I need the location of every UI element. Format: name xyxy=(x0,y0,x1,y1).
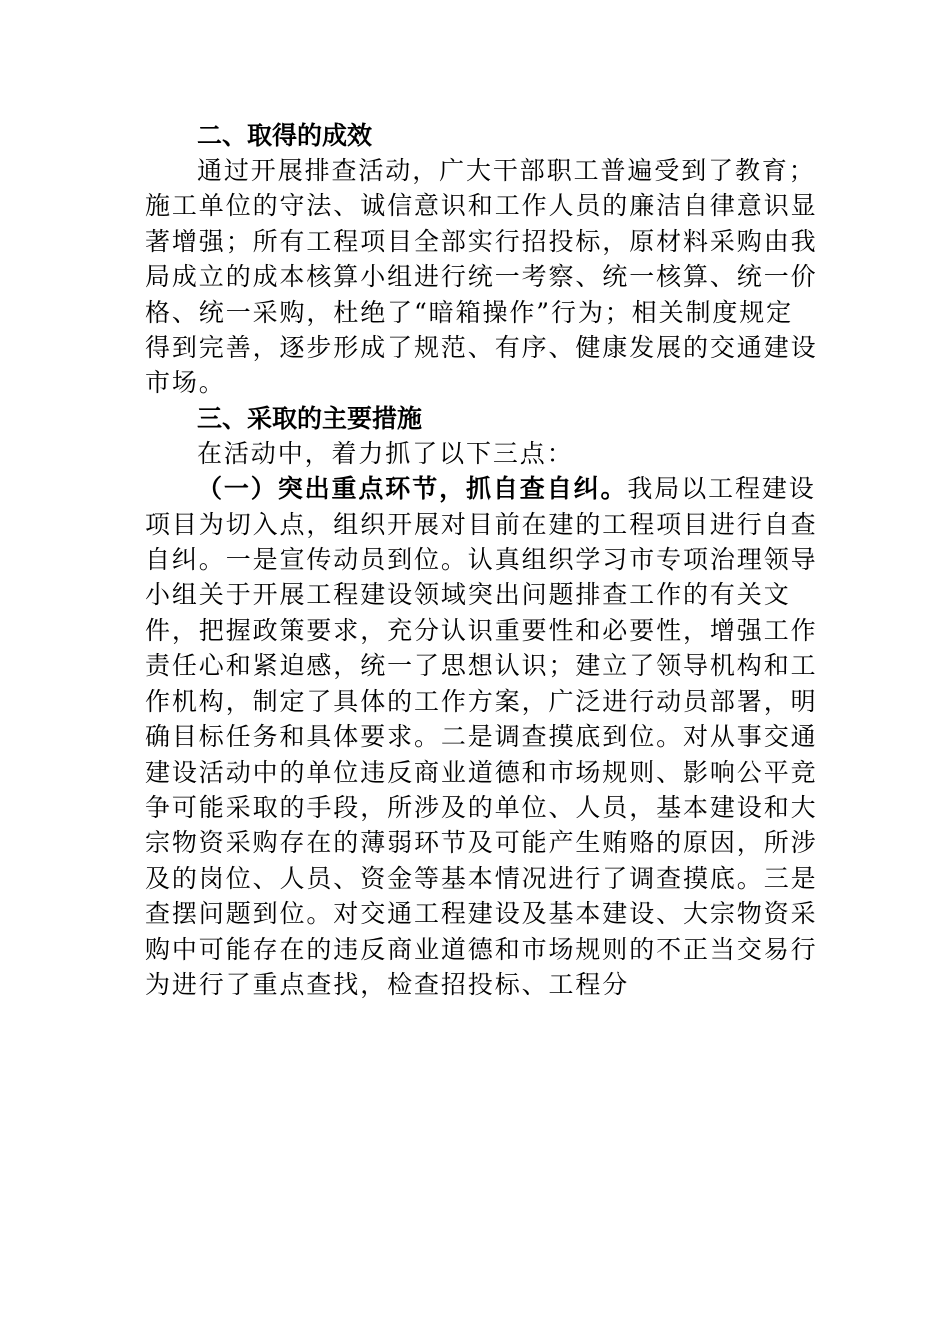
subsection-first-line-text: 我局以工程建设 xyxy=(627,474,816,504)
paragraph-line: 建设活动中的单位违反商业道德和市场规则、影响公平竞 xyxy=(145,757,818,787)
paragraph-line: 局成立的成本核算小组进行统一考察、统一核算、统一价 xyxy=(145,262,818,292)
paragraph-line: 市场。 xyxy=(145,368,226,398)
document-page xyxy=(145,118,818,1002)
paragraph-line: 及的岗位、人员、资金等基本情况进行了调查摸底。三是 xyxy=(145,863,818,893)
paragraph-line: 宗物资采购存在的薄弱环节及可能产生贿赂的原因，所涉 xyxy=(145,828,818,858)
paragraph-line: 著增强；所有工程项目全部实行招投标，原材料采购由我 xyxy=(145,226,818,256)
paragraph-line: 确目标任务和具体要求。二是调查摸底到位。对从事交通 xyxy=(145,722,818,752)
paragraph-line: 查摆问题到位。对交通工程建设及基本建设、大宗物资采 xyxy=(145,899,818,929)
paragraph-line: 责任心和紧迫感，统一了思想认识；建立了领导机构和工 xyxy=(145,651,818,681)
paragraph-line: 项目为切入点，组织开展对目前在建的工程项目进行自查 xyxy=(145,509,818,539)
paragraph-line: 为进行了重点查找，检查招投标、工程分 xyxy=(145,969,630,999)
paragraph-line: 通过开展排查活动，广大干部职工普遍受到了教育； xyxy=(197,156,816,185)
paragraph-line: 购中可能存在的违反商业道德和市场规则的不正当交易行 xyxy=(145,934,818,964)
subsection-first-line xyxy=(145,471,816,506)
paragraph-line: 件，把握政策要求，充分认识重要性和必要性，增强工作 xyxy=(145,615,818,645)
section-heading-measures: 三、采取的主要措施 xyxy=(197,403,423,433)
section-measures-body xyxy=(145,507,818,1003)
section-results-body xyxy=(145,153,818,401)
section-measures-intro: 在活动中，着力抓了以下三点： xyxy=(197,438,574,468)
paragraph-line: 小组关于开展工程建设领域突出问题排查工作的有关文 xyxy=(145,580,791,610)
paragraph-line: 施工单位的守法、诚信意识和工作人员的廉洁自律意识显 xyxy=(145,191,818,221)
section-heading-results: 二、取得的成效 xyxy=(197,121,373,150)
paragraph-line: 争可能采取的手段，所涉及的单位、人员，基本建设和大 xyxy=(145,792,818,822)
subsection-heading-self-inspection: （一）突出重点环节，抓自查自纠。 xyxy=(197,474,628,504)
paragraph-line: 得到完善，逐步形成了规范、有序、健康发展的交通建设 xyxy=(145,333,818,363)
paragraph-line: 自纠。一是宣传动员到位。认真组织学习市专项治理领导 xyxy=(145,545,818,575)
paragraph-line: 作机构，制定了具体的工作方案，广泛进行动员部署，明 xyxy=(145,686,818,716)
paragraph-line: 格、统一采购，杜绝了“暗箱操作”行为；相关制度规定 xyxy=(145,297,794,327)
